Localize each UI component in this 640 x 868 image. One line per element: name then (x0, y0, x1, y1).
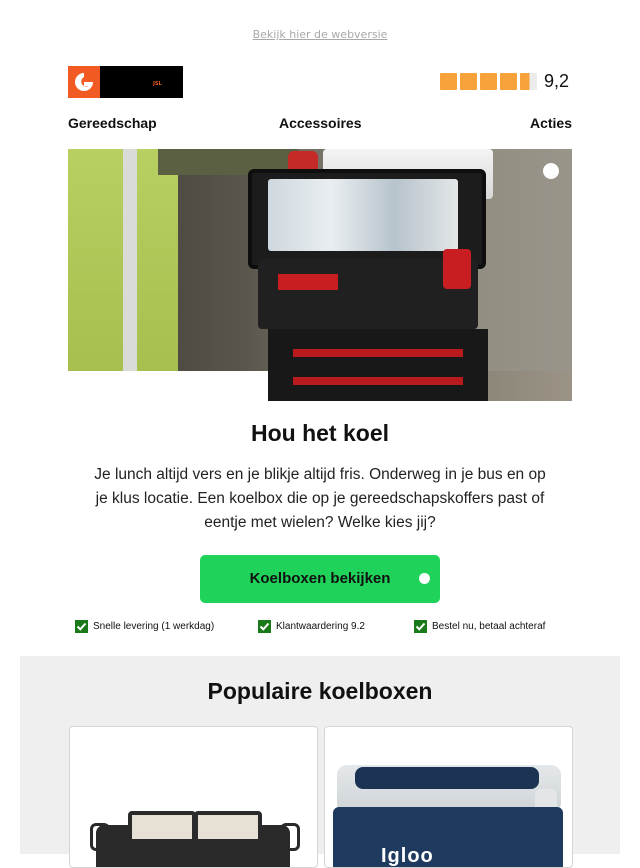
usp-label: Snelle levering (1 werkdag) (93, 621, 215, 632)
hero-image[interactable] (68, 149, 572, 401)
popular-title: Populaire koelboxen (207, 678, 433, 704)
drawer-handle (293, 349, 463, 357)
check-icon (258, 620, 271, 633)
usp-item (75, 620, 214, 633)
check-icon (75, 620, 88, 633)
logo-mark-icon (68, 66, 100, 98)
cta-dot-icon (419, 573, 430, 584)
blue-cooler-box (333, 807, 563, 868)
cooler-lid-right (194, 811, 262, 843)
check-icon (414, 620, 427, 633)
toolbox-bottom (268, 329, 488, 401)
brand-label (278, 274, 338, 290)
star-icon (480, 73, 497, 90)
product-card[interactable] (324, 726, 573, 868)
carousel-dot-icon[interactable] (543, 163, 559, 179)
vest-reflective-stripe (123, 149, 137, 371)
webversion-link[interactable]: Bekijk hier de webversie (252, 28, 388, 41)
star-icon (460, 73, 477, 90)
nav-item-accessoires[interactable]: Accessoires (279, 115, 362, 131)
cooler-contents (268, 179, 458, 251)
usp-label: Bestel nu, betaal achteraf (432, 621, 546, 632)
koelboxen-bekijken-button[interactable] (200, 555, 440, 603)
logo[interactable] (68, 66, 183, 98)
half-star-icon (520, 73, 537, 90)
cta-label: Koelboxen bekijken (249, 570, 391, 587)
star-icon (440, 73, 457, 90)
drawer-handle (293, 377, 463, 385)
usp-label: Klantwaardering 9.2 (276, 621, 365, 632)
usp-item (414, 620, 545, 633)
usp-bar (0, 620, 640, 636)
headline: Hou het koel (250, 420, 389, 446)
usp-item (258, 620, 365, 633)
logo-subtext: JSL (153, 81, 162, 87)
brand-logo-text: Igloo (381, 845, 434, 867)
main-nav (68, 115, 572, 133)
rating-widget (440, 72, 569, 90)
intro-text: Je lunch altijd vers en je blikje altijd fris. Onderweg in je bus en op je klus locatie. Een koelbox die op je gereedschapskoffers past of eentje met wielen? Welke kies jij? (94, 466, 546, 531)
nav-item-gereedschap[interactable]: Gereedschap (68, 115, 157, 131)
product-card[interactable] (69, 726, 318, 868)
popular-section (20, 656, 620, 867)
nav-item-acties[interactable]: Acties (529, 115, 572, 131)
cooler-lid-panel (355, 767, 539, 789)
rating-value: 9,2 (544, 70, 570, 91)
red-latch (443, 249, 471, 289)
star-icon (500, 73, 517, 90)
cooler-lid-left (128, 811, 196, 843)
